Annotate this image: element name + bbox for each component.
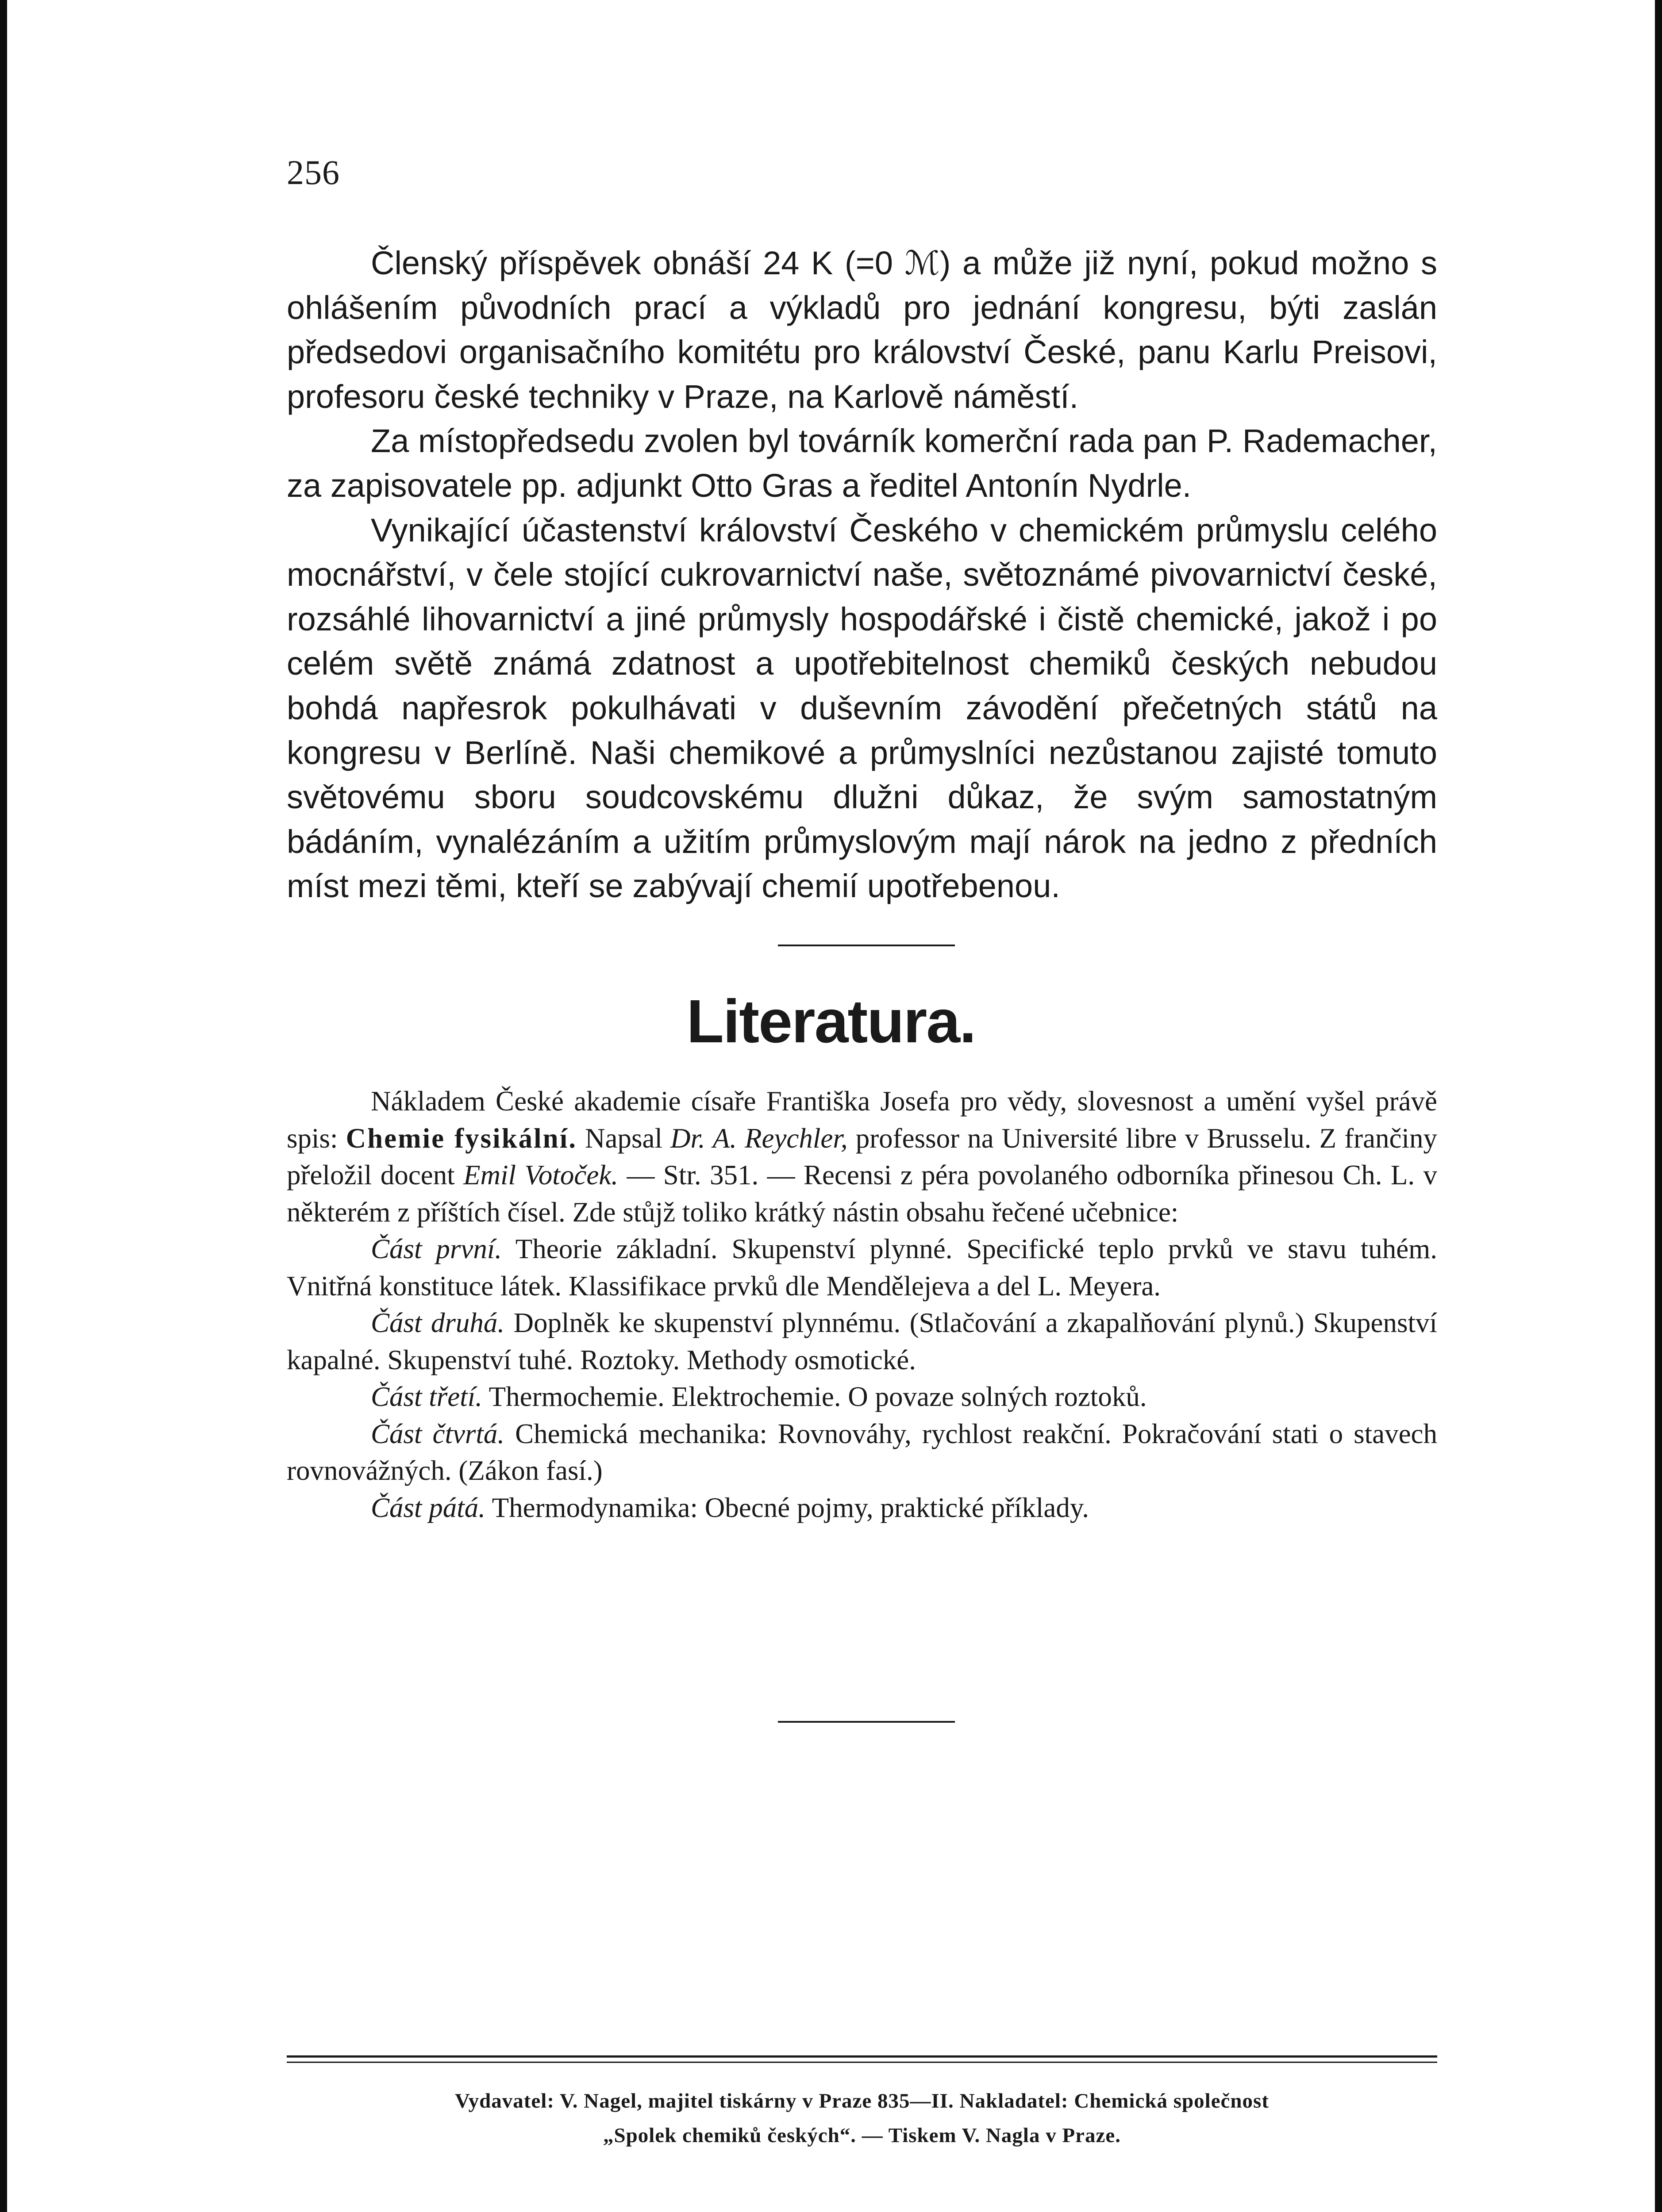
- contents-part: Část první. Theorie základní. Skupenství plynné. Specifické teplo prvků ve stavu tuhém. Vnitřná konstituce látek. Klassifikace prvků dle Mendělejeva a del L. Meyera.: [287, 1233, 1437, 1302]
- imprint: [287, 2084, 1437, 2153]
- part-label: Část čtvrtá.: [371, 1418, 505, 1449]
- book-title: Chemie fysikální.: [346, 1122, 577, 1154]
- footer-rule-bottom: [287, 2062, 1437, 2063]
- imprint-line: Vydavatel: V. Nagel, majitel tiskárny v Praze 835—II. Nakladatel: Chemická společnost: [454, 2089, 1270, 2112]
- literature-intro: Nákladem České akademie císaře Františka Josefa pro vědy, slovesnost a umění vyšel právě spis: Chemie fysikální. Napsal Dr. A. Reychler, professor na Université libre v Brusselu. Z frančiny přeložil docent Emil Votoček. — Str. 351. — Recensi z péra povolaného odborníka přinesou Ch. L. v některém z příštích čísel. Zde stůjž toliko krátký nástin obsahu řečené učebnice:: [287, 1086, 1437, 1228]
- paragraph: Členský příspěvek obnáší 24 K (=0 ℳ) a může již nyní, pokud možno s ohlášením původních prací a výkladů pro jednání kongresu, býti zaslán předsedovi organisačního komitétu pro království České, panu Karlu Preisovi, profesoru české techniky v Praze, na Karlově náměstí.: [287, 245, 1437, 415]
- footer-rule-top: [287, 2055, 1437, 2058]
- part-label: Část druhá.: [371, 1307, 505, 1338]
- literature-section: [287, 1083, 1437, 1526]
- end-divider: [778, 1721, 955, 1723]
- paragraph: Za místopředsedu zvolen byl továrník komerční rada pan P. Rademacher, za zapisovatele pp. adjunkt Otto Gras a ředitel Antonín Nydrle.: [287, 422, 1437, 504]
- contents-part: Část třetí. Thermochemie. Elektrochemie. O povaze solných roztoků.: [371, 1381, 1147, 1412]
- part-label: Část první.: [371, 1233, 502, 1264]
- author: Dr. A. Reychler,: [670, 1122, 848, 1154]
- part-label: Část třetí.: [371, 1381, 483, 1412]
- contents-part: Část čtvrtá. Chemická mechanika: Rovnováhy, rychlost reakční. Pokračování stati o stavech rovnovážných. (Zákon fasí.): [287, 1418, 1437, 1486]
- scan-border-left: [0, 0, 7, 2212]
- contents-part: Část pátá. Thermodynamika: Obecné pojmy, praktické příklady.: [371, 1492, 1089, 1523]
- section-divider: [778, 945, 955, 946]
- contents-part: Část druhá. Doplněk ke skupenství plynnému. (Stlačování a zkapalňování plynů.) Skupenství kapalné. Skupenství tuhé. Roztoky. Methody osmotické.: [287, 1307, 1438, 1375]
- part-label: Část pátá.: [371, 1492, 486, 1523]
- body-text: [287, 241, 1437, 909]
- paragraph: Vynikající účastenství království Českého v chemickém průmyslu celého mocnářství, v čele stojící cukrovarnictví naše, světoznámé pivovarnictví české, rozsáhlé lihovarnictví a jiné průmysly hospodářské i čistě chemické, jakož i po celém světě známá zdatnost a upotřebitelnost chemiků českých nebudou bohdá napřesrok pokulhávati v duševním závodění přečetných států na kongresu v Berlíně. Naši chemikové a průmyslníci nezůstanou zajisté tomuto světovému sboru soudcovskému dlužni důkaz, že svým samostatným bádáním, vynalézáním a užitím průmyslovým mají nárok na jedno z předních míst mezi těmi, kteří se zabývají chemií upotřebenou.: [287, 511, 1437, 905]
- scan-border-right: [1655, 0, 1662, 2212]
- imprint-line: „Spolek chemiků českých“. — Tiskem V. Nagla v Praze.: [603, 2124, 1121, 2147]
- section-title: Literatura.: [686, 987, 976, 1056]
- page-number: 256: [287, 153, 340, 192]
- translator: Emil Votoček.: [463, 1160, 619, 1190]
